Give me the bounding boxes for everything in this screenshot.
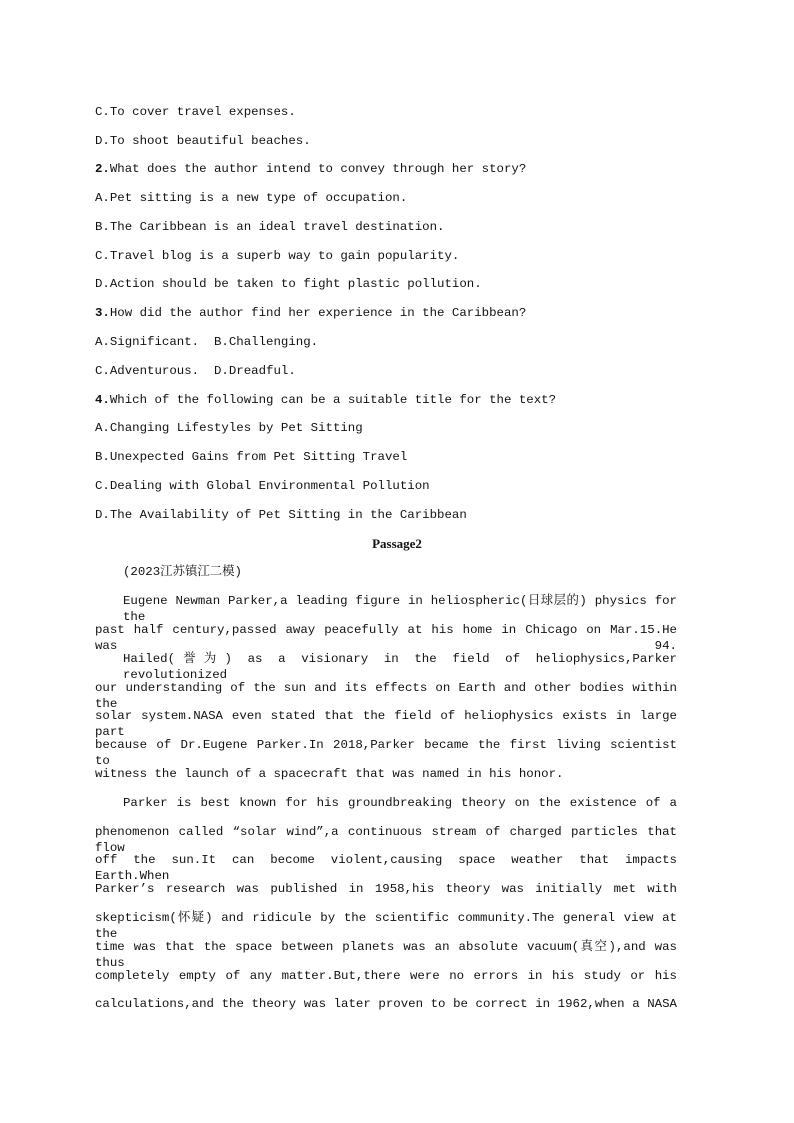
passage-line: time was that the space between planets was an absolute vacuum(真空),and was thus	[95, 940, 677, 970]
passage-line: phenomenon called “solar wind”,a continuous stream of charged particles that flow	[95, 825, 677, 855]
q4-option-c: C.Dealing with Global Environmental Pollution	[95, 479, 430, 493]
passage-line: past half century,passed away peacefully at his home in Chicago on Mar.15.He was 94.	[95, 623, 677, 653]
q4-option-d: D.The Availability of Pet Sitting in the Caribbean	[95, 508, 467, 522]
question-4	[95, 392, 695, 408]
question-3	[95, 305, 695, 321]
passage-line: skepticism(怀疑) and ridicule by the scientific community.The general view at the	[95, 911, 677, 941]
passage-line: off the sun.It can become violent,causing space weather that impacts Earth.When	[95, 853, 677, 883]
passage-line: calculations,and the theory was later proven to be correct in 1962,when a NASA	[95, 997, 677, 1011]
q4-option-a: A.Changing Lifestyles by Pet Sitting	[95, 421, 363, 435]
question-4-number: 4.	[95, 393, 110, 407]
question-3-text: How did the author find her experience in the Caribbean?	[109, 306, 527, 320]
passage-line: solar system.NASA even stated that the field of heliophysics exists in large part	[95, 709, 677, 739]
passage-title: Passage2	[372, 536, 422, 551]
passage-line: because of Dr.Eugene Parker.In 2018,Parker became the first living scientist to	[95, 738, 677, 768]
q4-option-b: B.Unexpected Gains from Pet Sitting Travel	[95, 450, 408, 464]
passage-line: Hailed(誉为) as a visionary in the field of heliophysics,Parker revolutionized	[123, 652, 677, 682]
q2-option-a: A.Pet sitting is a new type of occupation.	[95, 191, 408, 205]
question-4-text: Which of the following can be a suitable title for the text?	[109, 393, 557, 407]
passage-line: completely empty of any matter.But,there were no errors in his study or his	[95, 969, 677, 983]
q2-option-d: D.Action should be taken to fight plastic pollution.	[95, 277, 482, 291]
question-2-text: What does the author intend to convey through her story?	[109, 162, 527, 176]
q2-option-b: B.The Caribbean is an ideal travel destination.	[95, 220, 445, 234]
passage-line: our understanding of the sun and its effects on Earth and other bodies within the	[95, 681, 677, 711]
q3-options-ab: A.Significant. B.Challenging.	[95, 335, 319, 349]
passage-source: (2023江苏镇江二模)	[123, 565, 242, 579]
question-3-number: 3.	[95, 306, 110, 320]
passage-line: Eugene Newman Parker,a leading figure in heliospheric(日球层的) physics for the	[123, 594, 677, 624]
q1-option-d: D.To shoot beautiful beaches.	[95, 134, 311, 148]
q3-options-cd: C.Adventurous. D.Dreadful.	[95, 364, 296, 378]
question-2	[95, 161, 695, 177]
question-2-number: 2.	[95, 162, 110, 176]
passage-line: witness the launch of a spacecraft that was named in his honor.	[95, 767, 564, 781]
passage-line: Parker is best known for his groundbreaking theory on the existence of a	[123, 796, 677, 810]
q1-option-c: C.To cover travel expenses.	[95, 105, 296, 119]
passage-line: Parker’s research was published in 1958,his theory was initially met with	[95, 882, 677, 896]
q2-option-c: C.Travel blog is a superb way to gain popularity.	[95, 249, 460, 263]
